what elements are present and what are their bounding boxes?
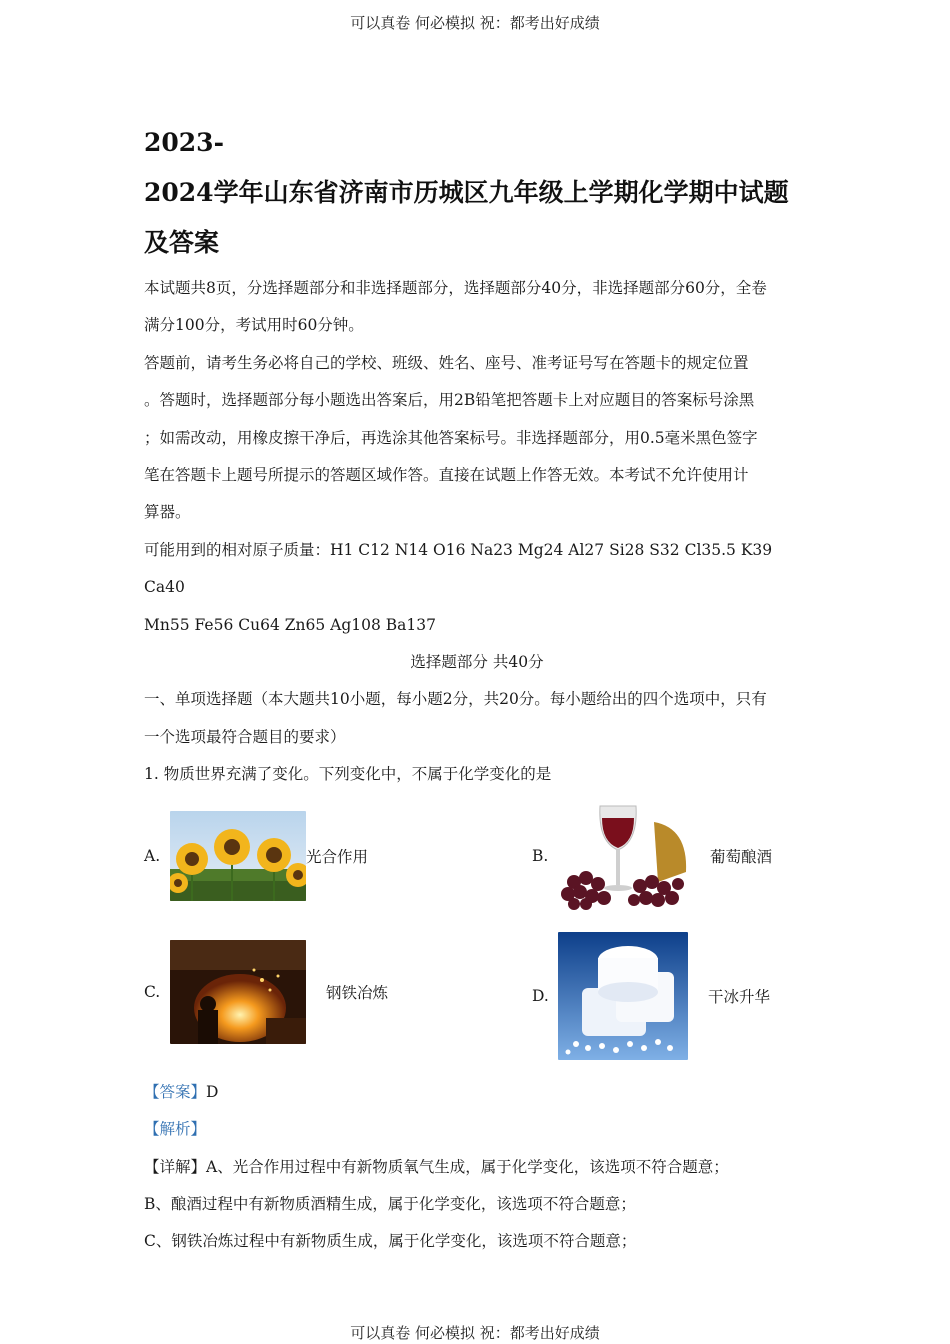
intro-line: 满分100分，考试用时60分钟。 xyxy=(144,316,364,335)
detail-line: B、酿酒过程中有新物质酒精生成，属于化学变化，该选项不符合题意； xyxy=(144,1194,636,1213)
intro-line: 答题前，请考生务必将自己的学校、班级、姓名、座号、准考证号写在答题卡的规定位置 xyxy=(144,353,749,372)
option-label: 钢铁冶炼 xyxy=(326,983,389,1002)
answer-tag: 【答案】 xyxy=(144,1082,207,1101)
analysis-line xyxy=(144,1111,810,1148)
option-a xyxy=(144,802,368,910)
analysis-tag: 【解析】 xyxy=(144,1120,207,1139)
option-letter: B. xyxy=(532,846,549,865)
title-line-2: 2024学年山东省济南市历城区九年级上学期化学期中试题 xyxy=(144,178,789,207)
dry-ice-image xyxy=(558,932,688,1060)
answer-value: D xyxy=(206,1082,219,1101)
intro-line: 。答题时，选择题部分每小题选出答案后，用2B铅笔把答题卡上对应题目的答案标号涂黑 xyxy=(144,391,755,410)
steel-smelting-image xyxy=(170,940,306,1044)
option-letter: A. xyxy=(144,846,161,865)
sunflower-image xyxy=(170,811,306,901)
grapes-wine-image xyxy=(558,802,690,910)
page-footer: 可以真卷 何必模拟 祝：都考出好成绩 xyxy=(350,1324,600,1342)
atomic-mass-line: Mn55 Fe56 Cu64 Zn65 Ag108 Ba137 xyxy=(144,615,436,634)
option-label: 光合作用 xyxy=(306,847,369,866)
detail-line: 【详解】A、光合作用过程中有新物质氧气生成，属于化学变化，该选项不符合题意； xyxy=(144,1157,729,1176)
option-d xyxy=(532,932,770,1060)
title-line-1: 2023- xyxy=(144,128,224,157)
intro-line: ；如需改动，用橡皮擦干净后，再选涂其他答案标号。非选择题部分，用0.5毫米黑色签字 xyxy=(144,428,758,447)
title-line-3: 及答案 xyxy=(144,228,220,257)
option-label: 干冰升华 xyxy=(708,987,771,1006)
answer-line xyxy=(144,1074,810,1111)
atomic-mass-line: 可能用到的相对原子质量：H1 C12 N14 O16 Na23 Mg24 Al27 Si28 S32 Cl35.5 K39 Ca40 xyxy=(144,540,773,597)
intro-line: 笔在答题卡上题号所提示的答题区域作答。直接在试题上作答无效。本考试不允许使用计 xyxy=(144,466,749,485)
section-title: 选择题部分 共40分 xyxy=(410,653,544,672)
detail-line: C、钢铁冶炼过程中有新物质生成，属于化学变化，该选项不符合题意； xyxy=(144,1232,637,1251)
intro-line: 算器。 xyxy=(144,503,191,522)
intro-line: 本试题共8页，分选择题部分和非选择题部分，选择题部分40分，非选择题部分60分，全卷 xyxy=(144,279,767,297)
page-header: 可以真卷 何必模拟 祝：都考出好成绩 xyxy=(350,14,600,32)
option-grid xyxy=(144,802,810,1074)
part-heading: 一、单项选择题（本大题共10小题，每小题2分，共20分。每小题给出的四个选项中，只有 xyxy=(144,690,767,709)
document-title xyxy=(144,118,810,268)
part-heading: 一个选项最符合题目的要求） xyxy=(144,727,346,746)
option-c xyxy=(144,940,388,1044)
document-body xyxy=(144,118,810,1261)
option-label: 葡萄酿酒 xyxy=(710,847,773,866)
option-b xyxy=(532,802,772,910)
question-1: 1. 物质世界充满了变化。下列变化中，不属于化学变化的是 xyxy=(144,765,552,784)
option-letter: C. xyxy=(144,982,161,1001)
option-letter: D. xyxy=(532,986,549,1005)
